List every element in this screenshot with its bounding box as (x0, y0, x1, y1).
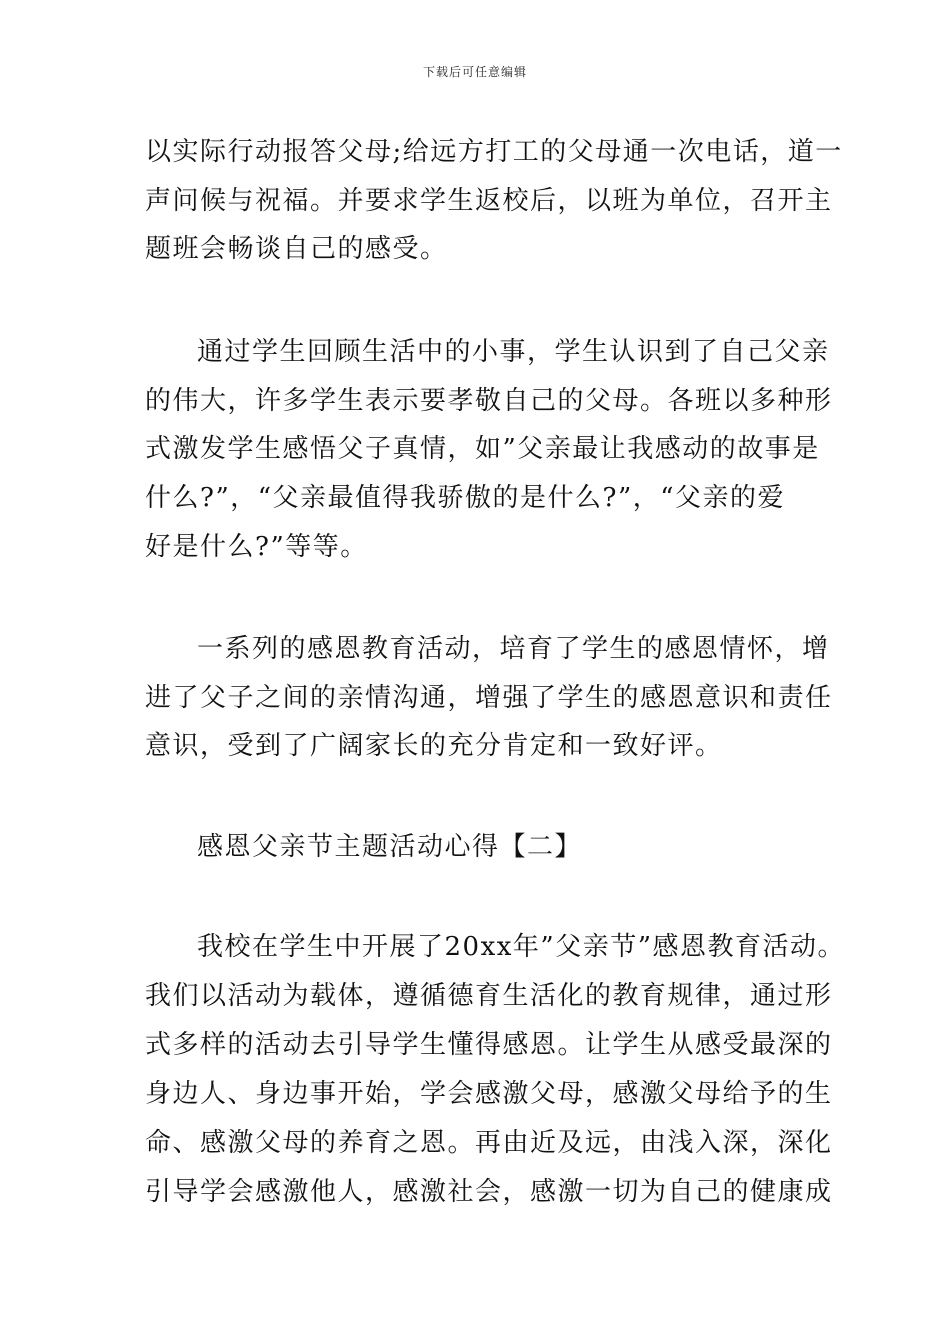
paragraph-3-line-3: 意识，受到了广阔家长的充分肯定和一致好评。 (145, 731, 723, 761)
paragraph-5-line-2: 我们以活动为载体，遵循德育生活化的教育规律，通过形 (145, 981, 833, 1011)
paragraph-5-line-1: 我校在学生中开展了20xx年”父亲节”感恩教育活动。 (197, 932, 845, 962)
paragraph-2-line-4: 什么?”，“父亲最值得我骄傲的是什么?”，“父亲的爱 (145, 483, 786, 513)
paragraph-2-line-1: 通过学生回顾生活中的小事，学生认识到了自己父亲 (197, 337, 830, 367)
paragraph-1-line-1: 以实际行动报答父母;给远方打工的父母通一次电话，道一 (145, 137, 843, 167)
paragraph-2-line-5: 好是什么?”等等。 (145, 532, 368, 562)
section-heading: 感恩父亲节主题活动心得【二】 (197, 832, 583, 862)
paragraph-2-line-2: 的伟大，许多学生表示要孝敬自己的父母。各班以多种形 (145, 386, 833, 416)
paragraph-2-line-3: 式激发学生感悟父子真情，如”父亲最让我感动的故事是 (145, 434, 820, 464)
paragraph-5-line-5: 命、感激父母的养育之恩。再由近及远，由浅入深，深化 (145, 1128, 833, 1158)
paragraph-1-line-3: 题班会畅谈自己的感受。 (145, 234, 448, 264)
paragraph-3-line-1: 一系列的感恩教育活动，培育了学生的感恩情怀，增 (197, 634, 830, 664)
header-note: 下载后可任意编辑 (422, 65, 527, 79)
paragraph-1-line-2: 声问候与祝福。并要求学生返校后，以班为单位，召开主 (145, 186, 833, 216)
paragraph-3-line-2: 进了父子之间的亲情沟通，增强了学生的感恩意识和责任 (145, 683, 833, 713)
paragraph-5-line-4: 身边人、身边事开始，学会感激父母，感激父母给予的生 (145, 1079, 833, 1109)
paragraph-5-line-3: 式多样的活动去引导学生懂得感恩。让学生从感受最深的 (145, 1030, 833, 1060)
paragraph-5-line-6: 引导学会感激他人，感激社会，感激一切为自己的健康成 (145, 1177, 833, 1207)
